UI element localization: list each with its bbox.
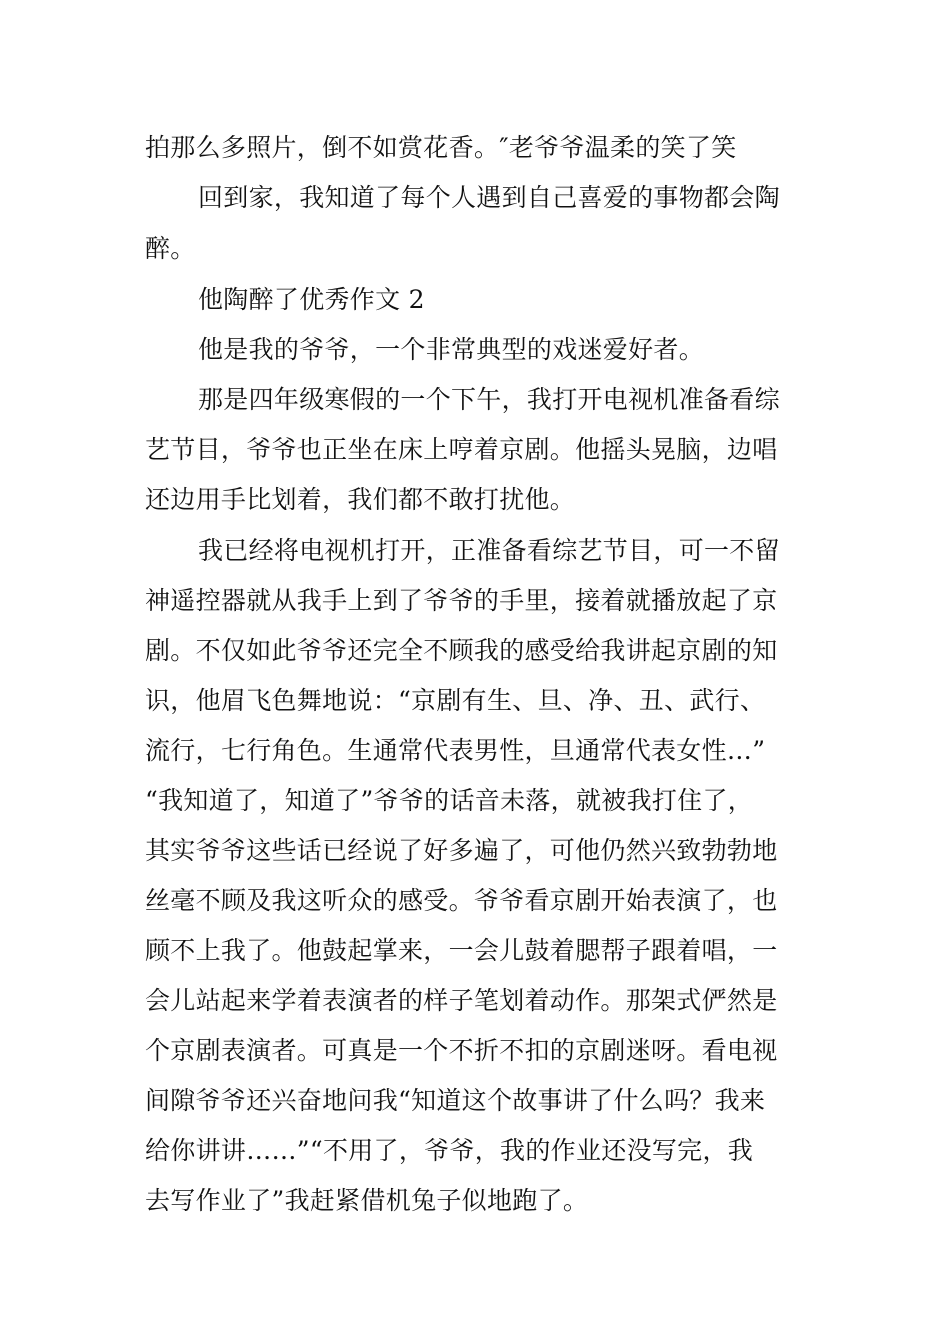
text-line: 那是四年级寒假的一个下午，我打开电视机准备看综 [198,385,780,414]
text-line: 剧。不仅如此爷爷还完全不顾我的感受给我讲起京剧的知 [145,636,778,665]
text-line: 艺节目，爷爷也正坐在床上哼着京剧。他摇头晃脑，边唱 [145,435,778,464]
text-line: “我知道了，知道了”爷爷的话音未落，就被我打住了， [145,786,754,815]
text-line: 给你讲讲……”“不用了，爷爷，我的作业还没写完，我 [145,1136,754,1165]
text-line: 去写作业了”我赶紧借机兔子似地跑了。 [145,1186,589,1215]
text-line: 其实爷爷这些话已经说了好多遍了，可他仍然兴致勃勃地 [145,836,778,865]
text-line: 回到家，我知道了每个人遇到自己喜爱的事物都会陶 [198,183,780,212]
text-line: 还边用手比划着，我们都不敢打扰他。 [145,485,576,514]
text-line: 他是我的爷爷，一个非常典型的戏迷爱好者。 [198,335,705,364]
text-line: 拍那么多照片，倒不如赏花香。″老爷爷温柔的笑了笑 [145,133,737,162]
text-line: 醉。 [145,234,196,263]
text-line: 流行，七行角色。生通常代表男性，旦通常代表女性…” [145,736,766,765]
text-line: 顾不上我了。他鼓起掌来，一会儿鼓着腮帮子跟着唱，一 [145,936,778,965]
text-line: 会儿站起来学着表演者的样子笔划着动作。那架式俨然是 [145,986,778,1015]
section-heading: 他陶醉了优秀作文 2 [198,285,425,314]
text-line: 间隙爷爷还兴奋地问我“知道这个故事讲了什么吗？我来 [145,1086,766,1115]
text-line: 识，他眉飞色舞地说：“京剧有生、旦、净、丑、武行、 [145,686,766,715]
text-line: 我已经将电视机打开，正准备看综艺节目，可一不留 [198,536,780,565]
text-line: 神遥控器就从我手上到了爷爷的手里，接着就播放起了京 [145,586,778,615]
text-line: 丝毫不顾及我这听众的感受。爷爷看京剧开始表演了，也 [145,886,778,915]
text-line: 个京剧表演者。可真是一个不折不扣的京剧迷呀。看电视 [145,1036,778,1065]
